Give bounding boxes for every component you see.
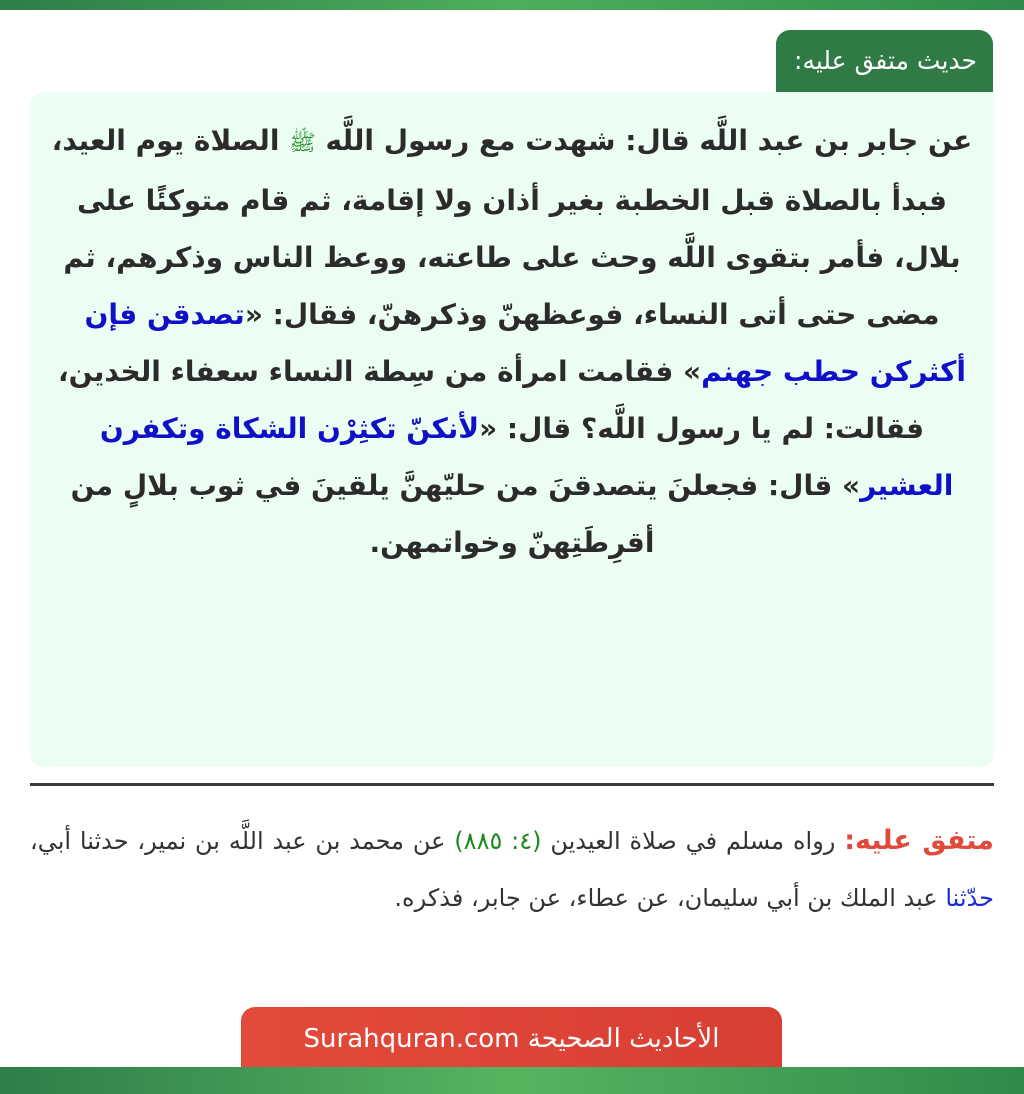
- source-text-1: رواه مسلم في صلاة العيدين: [541, 827, 845, 855]
- hadith-text-part-2: » فقامت امرأة من سِطة النساء سعفاء الخدين، فقالت: لم يا رسول اللَّه؟ قال: «: [58, 355, 925, 445]
- hadith-intro: عن جابر بن عبد اللَّه قال: شهدت مع رسول اللَّه: [325, 124, 973, 157]
- hadith-source: [30, 812, 994, 927]
- hadith-text-part-1: الصلاة يوم العيد، فبدأ بالصلاة قبل الخطبة بغير أذان ولا إقامة، ثم قام متوكئًا على بلال، فأمر بتقوى اللَّه وحث على طاعته، ووعظ الناس وذكرهم، ثم مضى حتى أتى النساء، فوعظهنّ وذكرهنّ، فقال: «: [51, 124, 961, 331]
- hadith-text-part-3: » قال: فجعلنَ يتصدقنَ من حليّهنَّ يلقينَ في ثوب بلالٍ من أقرِطَتِهنّ وخواتمهن.: [70, 469, 861, 559]
- prophet-quote-1: تصدقن فإن أكثركن حطب جهنم: [84, 298, 966, 388]
- salawat-icon: ﷺ: [289, 131, 316, 156]
- section-divider: [30, 783, 994, 786]
- source-reference: (٤: ٨٨٥): [454, 827, 542, 855]
- hadith-type-heading: حديث متفق عليه:: [776, 30, 993, 92]
- narration-link[interactable]: حدّثنا: [945, 884, 994, 912]
- authenticity-label: متفق عليه:: [844, 825, 994, 856]
- source-text-3: عبد الملك بن أبي سليمان، عن عطاء، عن جابر، فذكره.: [394, 884, 946, 912]
- source-text-2: عن محمد بن عبد اللَّه بن نمير، حدثنا أبي،: [30, 827, 455, 855]
- hadith-text-box: [30, 92, 994, 767]
- top-decorative-bar: [0, 0, 1024, 10]
- site-watermark: الأحاديث الصحيحة Surahquran.com: [241, 1007, 782, 1067]
- prophet-quote-2: لأنكنّ تكثِرْن الشكاة وتكفرن العشير: [99, 412, 954, 502]
- bottom-decorative-bar: [0, 1067, 1024, 1094]
